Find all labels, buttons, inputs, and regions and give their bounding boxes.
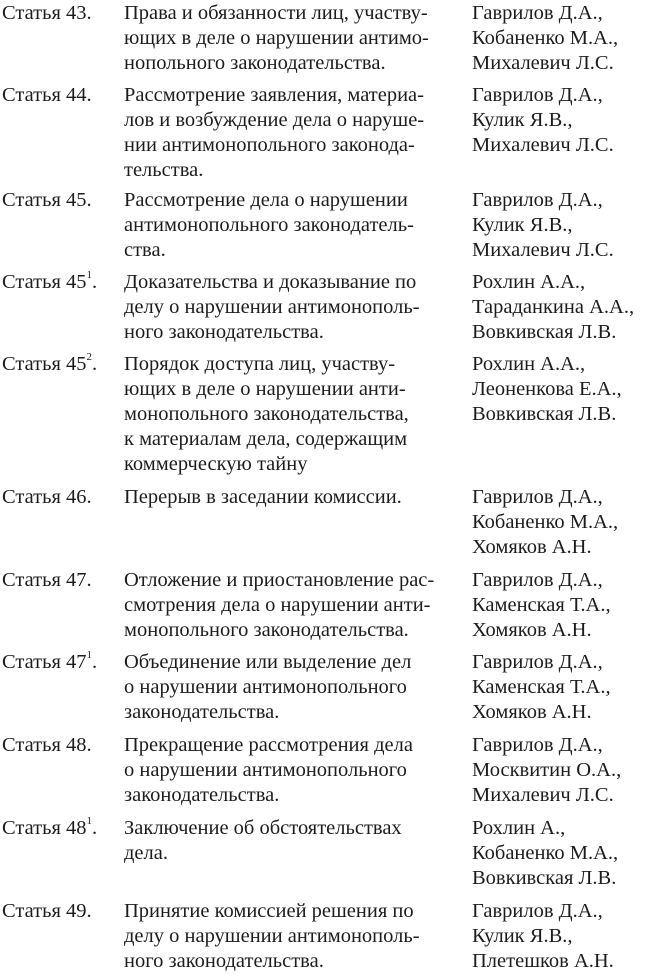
article-authors [472,650,645,725]
article-authors [472,83,645,158]
author-name: Гаврилов Д.А., [472,2,603,24]
article-number [2,188,120,213]
article-title-line: монопольного законодательства, [124,403,409,425]
author-name: Каменская Т.А., [472,676,611,698]
author-name: Михалевич Л.С. [472,784,614,806]
article-title-line: ства. [124,239,166,261]
author-name: Гаврилов Д.А., [472,734,603,756]
article-period: . [92,353,98,375]
author-name: Каменская Т.А., [472,594,611,616]
article-number [2,568,120,593]
article-title-line: ющих в деле о нарушении анти- [124,378,406,400]
article-title-line: законодательства. [124,701,280,723]
article-title [124,1,456,76]
article-superscript: 1 [86,269,93,282]
article-title [124,352,456,477]
article-label: Статья 44. [2,84,92,106]
article-title-line: смотрения дела о нарушении анти- [124,594,431,616]
article-title-line: ющих в деле о нарушении антимо- [124,27,429,49]
article-title-line: тельства. [124,159,204,181]
article-title [124,485,456,510]
article-label: Статья 47. [2,569,92,591]
article-number [2,733,120,758]
article-superscript: 1 [86,815,93,828]
author-name: Гаврилов Д.А., [472,569,603,591]
article-title-line: лов и возбуждение дела о наруше- [124,109,425,131]
author-name: Москвитин О.А., [472,759,622,781]
article-number [2,816,120,841]
article-title-line: Заключение об обстоятельствах [124,817,402,839]
author-name: Гаврилов Д.А., [472,651,603,673]
author-name: Плетешков А.Н. [472,950,614,972]
article-number [2,83,120,108]
article-title-line: Доказательства и доказывание по [124,271,417,293]
article-number [2,899,120,924]
author-name: Михалевич Л.С. [472,52,614,74]
article-title-line: Рассмотрение заявления, материа- [124,84,424,106]
article-title-line: делу о нарушении антимонополь- [124,925,420,947]
author-name: Кулик Я.В., [472,214,573,236]
article-title-line: о нарушении антимонопольного [124,759,407,781]
author-name: Рохлин А.А., [472,271,586,293]
article-label: Статья 47 [2,651,87,673]
article-title [124,83,456,183]
author-name: Гаврилов Д.А., [472,486,603,508]
author-name: Кобаненко М.А., [472,842,619,864]
article-authors [472,1,645,76]
article-period: . [92,817,98,839]
article-authors [472,485,645,560]
article-title-line: делу о нарушении антимонополь- [124,296,420,318]
article-title-line: Порядок доступа лиц, участву- [124,353,396,375]
article-title-line: Отложение и приостановление рас- [124,569,435,591]
author-name: Гаврилов Д.А., [472,84,603,106]
article-title-line: Прекращение рассмотрения дела [124,734,413,756]
author-name: Рохлин А., [472,817,566,839]
author-name: Гаврилов Д.А., [472,189,603,211]
author-name: Рохлин А.А., [472,353,586,375]
article-authors [472,188,645,263]
author-name: Кулик Я.В., [472,925,573,947]
article-title-line: Перерыв в заседании комиссии. [124,486,402,508]
article-number [2,352,120,377]
article-period: . [92,651,98,673]
author-name: Гаврилов Д.А., [472,900,603,922]
article-title [124,188,456,263]
article-superscript: 2 [86,351,93,364]
article-title [124,733,456,808]
article-label: Статья 48. [2,734,92,756]
article-title-line: Рассмотрение дела о нарушении [124,189,408,211]
author-name: Кобаненко М.А., [472,511,619,533]
author-name: Кулик Я.В., [472,109,573,131]
article-title [124,816,456,866]
article-title-line: Права и обязанности лиц, участву- [124,2,428,24]
article-authors [472,733,645,808]
article-title-line: Принятие комиссией решения по [124,900,414,922]
article-title-line: о нарушении антимонопольного [124,676,407,698]
article-authors [472,568,645,643]
article-period: . [92,271,98,293]
author-name: Вовкивская Л.В. [472,403,617,425]
article-title-line: Объединение или выделение дел [124,651,412,673]
article-title [124,650,456,725]
article-title-line: законодательства. [124,784,280,806]
author-name: Леоненкова Е.А., [472,378,622,400]
article-label: Статья 45. [2,189,92,211]
article-label: Статья 43. [2,2,92,24]
author-name: Тараданкина А.А., [472,296,635,318]
article-label: Статья 45 [2,353,87,375]
article-title-line: ного законодательства. [124,321,324,343]
article-title [124,899,456,974]
author-name: Хомяков А.Н. [472,536,592,558]
author-name: Михалевич Л.С. [472,239,614,261]
author-name: Хомяков А.Н. [472,701,592,723]
article-title-line: монопольного законодательства. [124,619,409,641]
author-name: Кобаненко М.А., [472,27,619,49]
article-label: Статья 48 [2,817,87,839]
article-authors [472,352,645,427]
article-number [2,1,120,26]
article-label: Статья 46. [2,486,92,508]
article-title-line: ного законодательства. [124,950,324,972]
article-title-line: к материалам дела, содержащим [124,428,408,450]
article-title-line: дела. [124,842,168,864]
article-title [124,568,456,643]
article-title-line: нопольного законодательства. [124,52,386,74]
article-title-line: антимонопольного законодатель- [124,214,414,236]
article-title-line: нии антимонопольного законода- [124,134,415,156]
article-number [2,485,120,510]
article-number [2,270,120,295]
article-label: Статья 45 [2,271,87,293]
article-authors [472,816,645,891]
article-title [124,270,456,345]
article-label: Статья 49. [2,900,92,922]
article-authors [472,899,645,974]
author-name: Вовкивская Л.В. [472,867,617,889]
article-superscript: 1 [86,649,93,662]
article-title-line: коммерческую тайну [124,453,308,475]
article-number [2,650,120,675]
author-name: Хомяков А.Н. [472,619,592,641]
author-name: Михалевич Л.С. [472,134,614,156]
author-name: Вовкивская Л.В. [472,321,617,343]
article-authors [472,270,645,345]
